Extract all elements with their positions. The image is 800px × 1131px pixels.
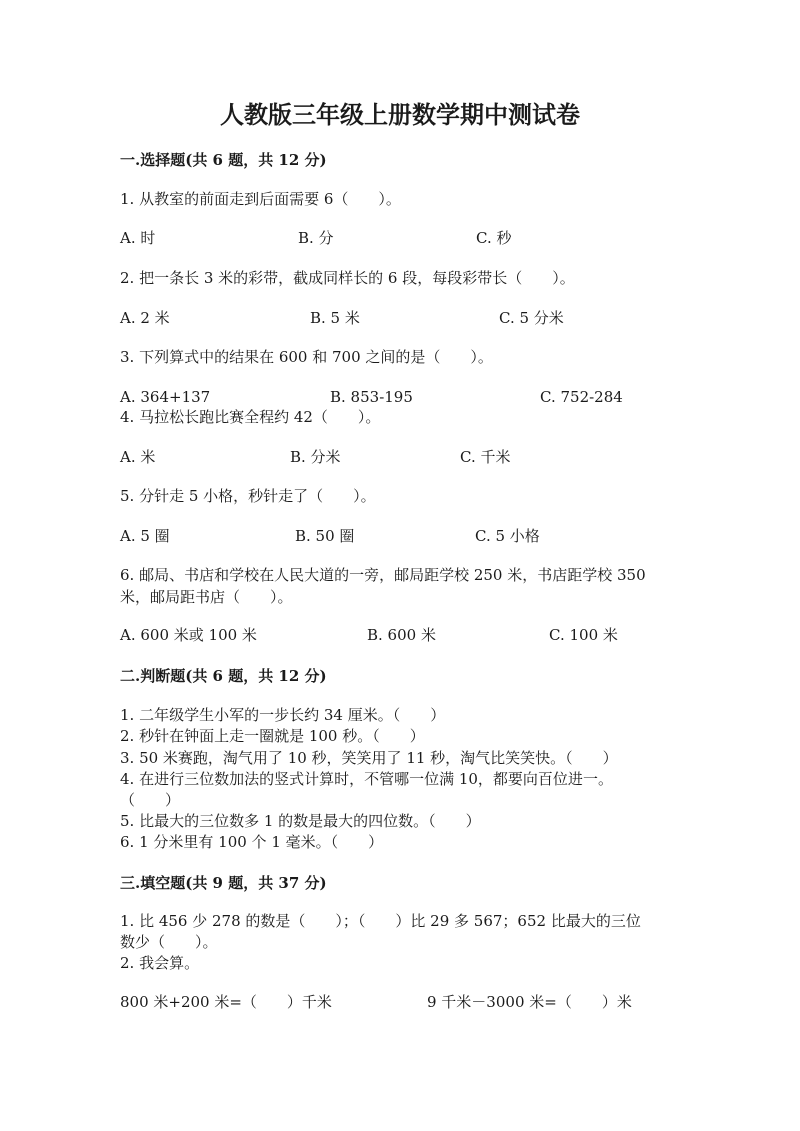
section-heading-judgment: 二.判断题(共 6 题，共 12 分) (120, 667, 327, 685)
choice-q6-option-a: A. 600 米或 100 米 (120, 626, 257, 644)
choice-q4-option-b: B. 分米 (290, 448, 341, 466)
judgment-item: 5. 比最大的三位数多 1 的数是最大的四位数。（ ） (120, 812, 481, 830)
choice-q5-option-b: B. 50 圈 (295, 527, 355, 545)
choice-q2-option-b: B. 5 米 (310, 309, 360, 327)
judgment-item-blank: （ ） (120, 791, 181, 809)
section-heading-fill-blank: 三.填空题(共 9 题，共 37 分) (120, 874, 327, 892)
choice-q1-option-a: A. 时 (120, 229, 156, 247)
choice-q6-option-c: C. 100 米 (549, 626, 618, 644)
choice-q2-option-a: A. 2 米 (120, 309, 170, 327)
choice-q5-option-c: C. 5 小格 (475, 527, 540, 545)
calc-item-left: 800 米+200 米=（ ）千米 (120, 993, 332, 1011)
choice-question-4: 4. 马拉松长跑比赛全程约 42（ ）。 (120, 408, 381, 426)
choice-question-5: 5. 分针走 5 小格，秒针走了（ ）。 (120, 487, 376, 505)
judgment-item: 3. 50 米赛跑，淘气用了 10 秒，笑笑用了 11 秒，淘气比笑笑快。（ ） (120, 749, 618, 767)
choice-q5-option-a: A. 5 圈 (120, 527, 170, 545)
choice-q1-option-b: B. 分 (298, 229, 334, 247)
choice-q6-option-b: B. 600 米 (367, 626, 436, 644)
choice-q3-option-c: C. 752-284 (540, 388, 623, 406)
section-heading-choice: 一.选择题(共 6 题，共 12 分) (120, 151, 327, 169)
choice-q2-option-c: C. 5 分米 (499, 309, 564, 327)
choice-question-3: 3. 下列算式中的结果在 600 和 700 之间的是（ ）。 (120, 348, 493, 366)
judgment-item: 2. 秒针在钟面上走一圈就是 100 秒。（ ） (120, 727, 425, 745)
choice-question-6-line2: 米，邮局距书店（ ）。 (120, 588, 293, 606)
judgment-item: 4. 在进行三位数加法的竖式计算时，不管哪一位满 10，都要向百位进一。 (120, 770, 613, 788)
choice-question-1: 1. 从教室的前面走到后面需要 6（ ）。 (120, 190, 401, 208)
choice-q1-option-c: C. 秒 (476, 229, 512, 247)
choice-q4-option-c: C. 千米 (460, 448, 511, 466)
page-title: 人教版三年级上册数学期中测试卷 (220, 100, 580, 129)
choice-q3-option-b: B. 853-195 (330, 388, 413, 406)
calc-item-right: 9 千米－3000 米=（ ）米 (427, 993, 632, 1011)
choice-q4-option-a: A. 米 (120, 448, 156, 466)
fill-question-1-line1: 1. 比 456 少 278 的数是（ ）；（ ）比 29 多 567；652 比最大的三位 (120, 912, 641, 930)
fill-question-2: 2. 我会算。 (120, 954, 200, 972)
choice-q3-option-a: A. 364+137 (120, 388, 211, 406)
choice-question-2: 2. 把一条长 3 米的彩带，截成同样长的 6 段，每段彩带长（ ）。 (120, 269, 575, 287)
judgment-item: 1. 二年级学生小军的一步长约 34 厘米。（ ） (120, 706, 446, 724)
choice-question-6-line1: 6. 邮局、书店和学校在人民大道的一旁，邮局距学校 250 米，书店距学校 350 (120, 566, 646, 584)
fill-question-1-line2: 数少（ ）。 (120, 933, 218, 951)
judgment-item: 6. 1 分米里有 100 个 1 毫米。（ ） (120, 833, 384, 851)
